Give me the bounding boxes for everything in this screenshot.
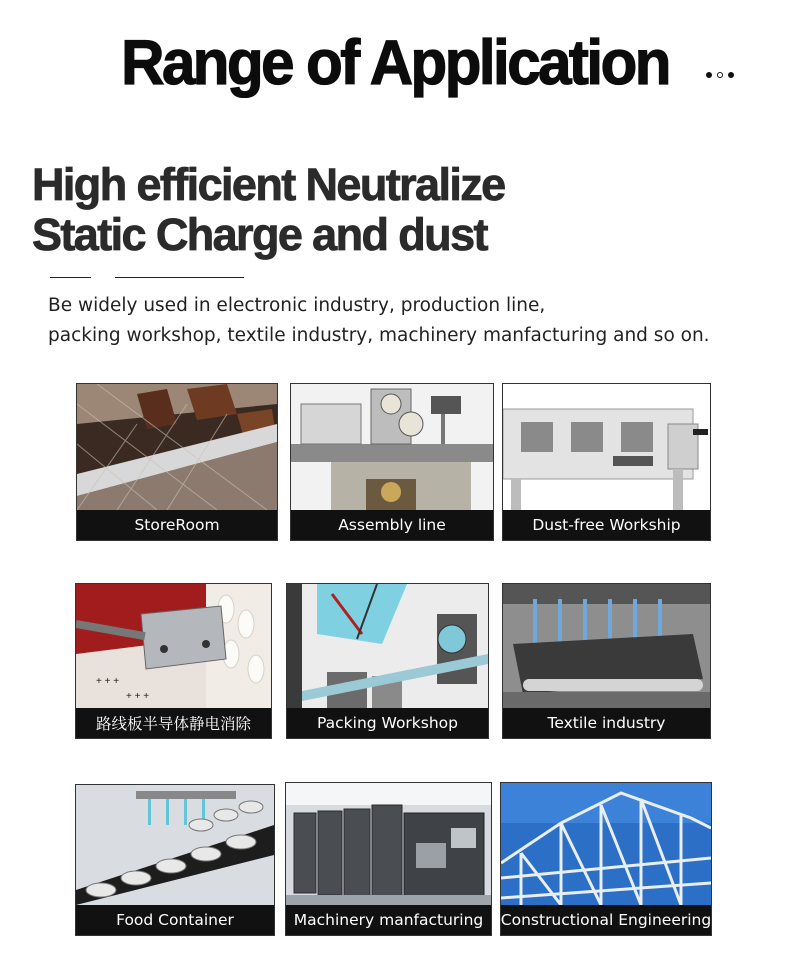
application-card-storeroom (76, 383, 278, 541)
pagination-dots (706, 72, 734, 78)
packing-workshop-photo (287, 584, 488, 708)
dot-icon (717, 72, 723, 78)
application-label: Assembly line (291, 510, 493, 540)
food-container-photo (76, 785, 274, 905)
textile-industry-photo (503, 584, 710, 708)
headline-line-2: Static Charge and dust (32, 209, 487, 260)
application-card-food-container (75, 784, 275, 936)
application-card-packing-workshop (286, 583, 489, 739)
application-card-dust-free-workship (502, 383, 711, 541)
description (48, 291, 710, 351)
application-card-textile-industry (502, 583, 711, 739)
dust-free-workship-photo (503, 384, 710, 510)
headline-line-1: High efficient Neutralize (32, 159, 505, 210)
headline (32, 160, 505, 260)
application-card-machinery-manfacturing (285, 782, 492, 936)
description-line-2: packing workshop, textile industry, machinery manfacturing and so on. (48, 325, 710, 346)
description-line-1: Be widely used in electronic industry, production line, (48, 295, 546, 316)
application-label: StoreRoom (77, 510, 277, 540)
application-label: 路线板半导体静电消除 (76, 708, 271, 738)
page-title: Range of Application (121, 27, 669, 98)
svg-text:+ + +: + + + (126, 691, 150, 702)
assembly-line-photo (291, 384, 493, 510)
application-label: Dust-free Workship (503, 510, 710, 540)
divider (50, 277, 91, 278)
application-label: Constructional Engineering (501, 905, 711, 935)
application-card-circuit-board (75, 583, 272, 739)
storeroom-photo (77, 384, 277, 510)
circuit-board-photo (76, 584, 271, 708)
construction-photo (501, 783, 711, 905)
dot-icon (706, 72, 712, 78)
application-card-assembly-line (290, 383, 494, 541)
application-label: Textile industry (503, 708, 710, 738)
divider (115, 277, 244, 278)
machinery-photo (286, 783, 491, 905)
application-label: Machinery manfacturing (286, 905, 491, 935)
dot-icon (728, 72, 734, 78)
application-label: Packing Workshop (287, 708, 488, 738)
application-label: Food Container (76, 905, 274, 935)
application-card-constructional-engineering (500, 782, 712, 936)
svg-text:+ + +: + + + (96, 676, 120, 687)
